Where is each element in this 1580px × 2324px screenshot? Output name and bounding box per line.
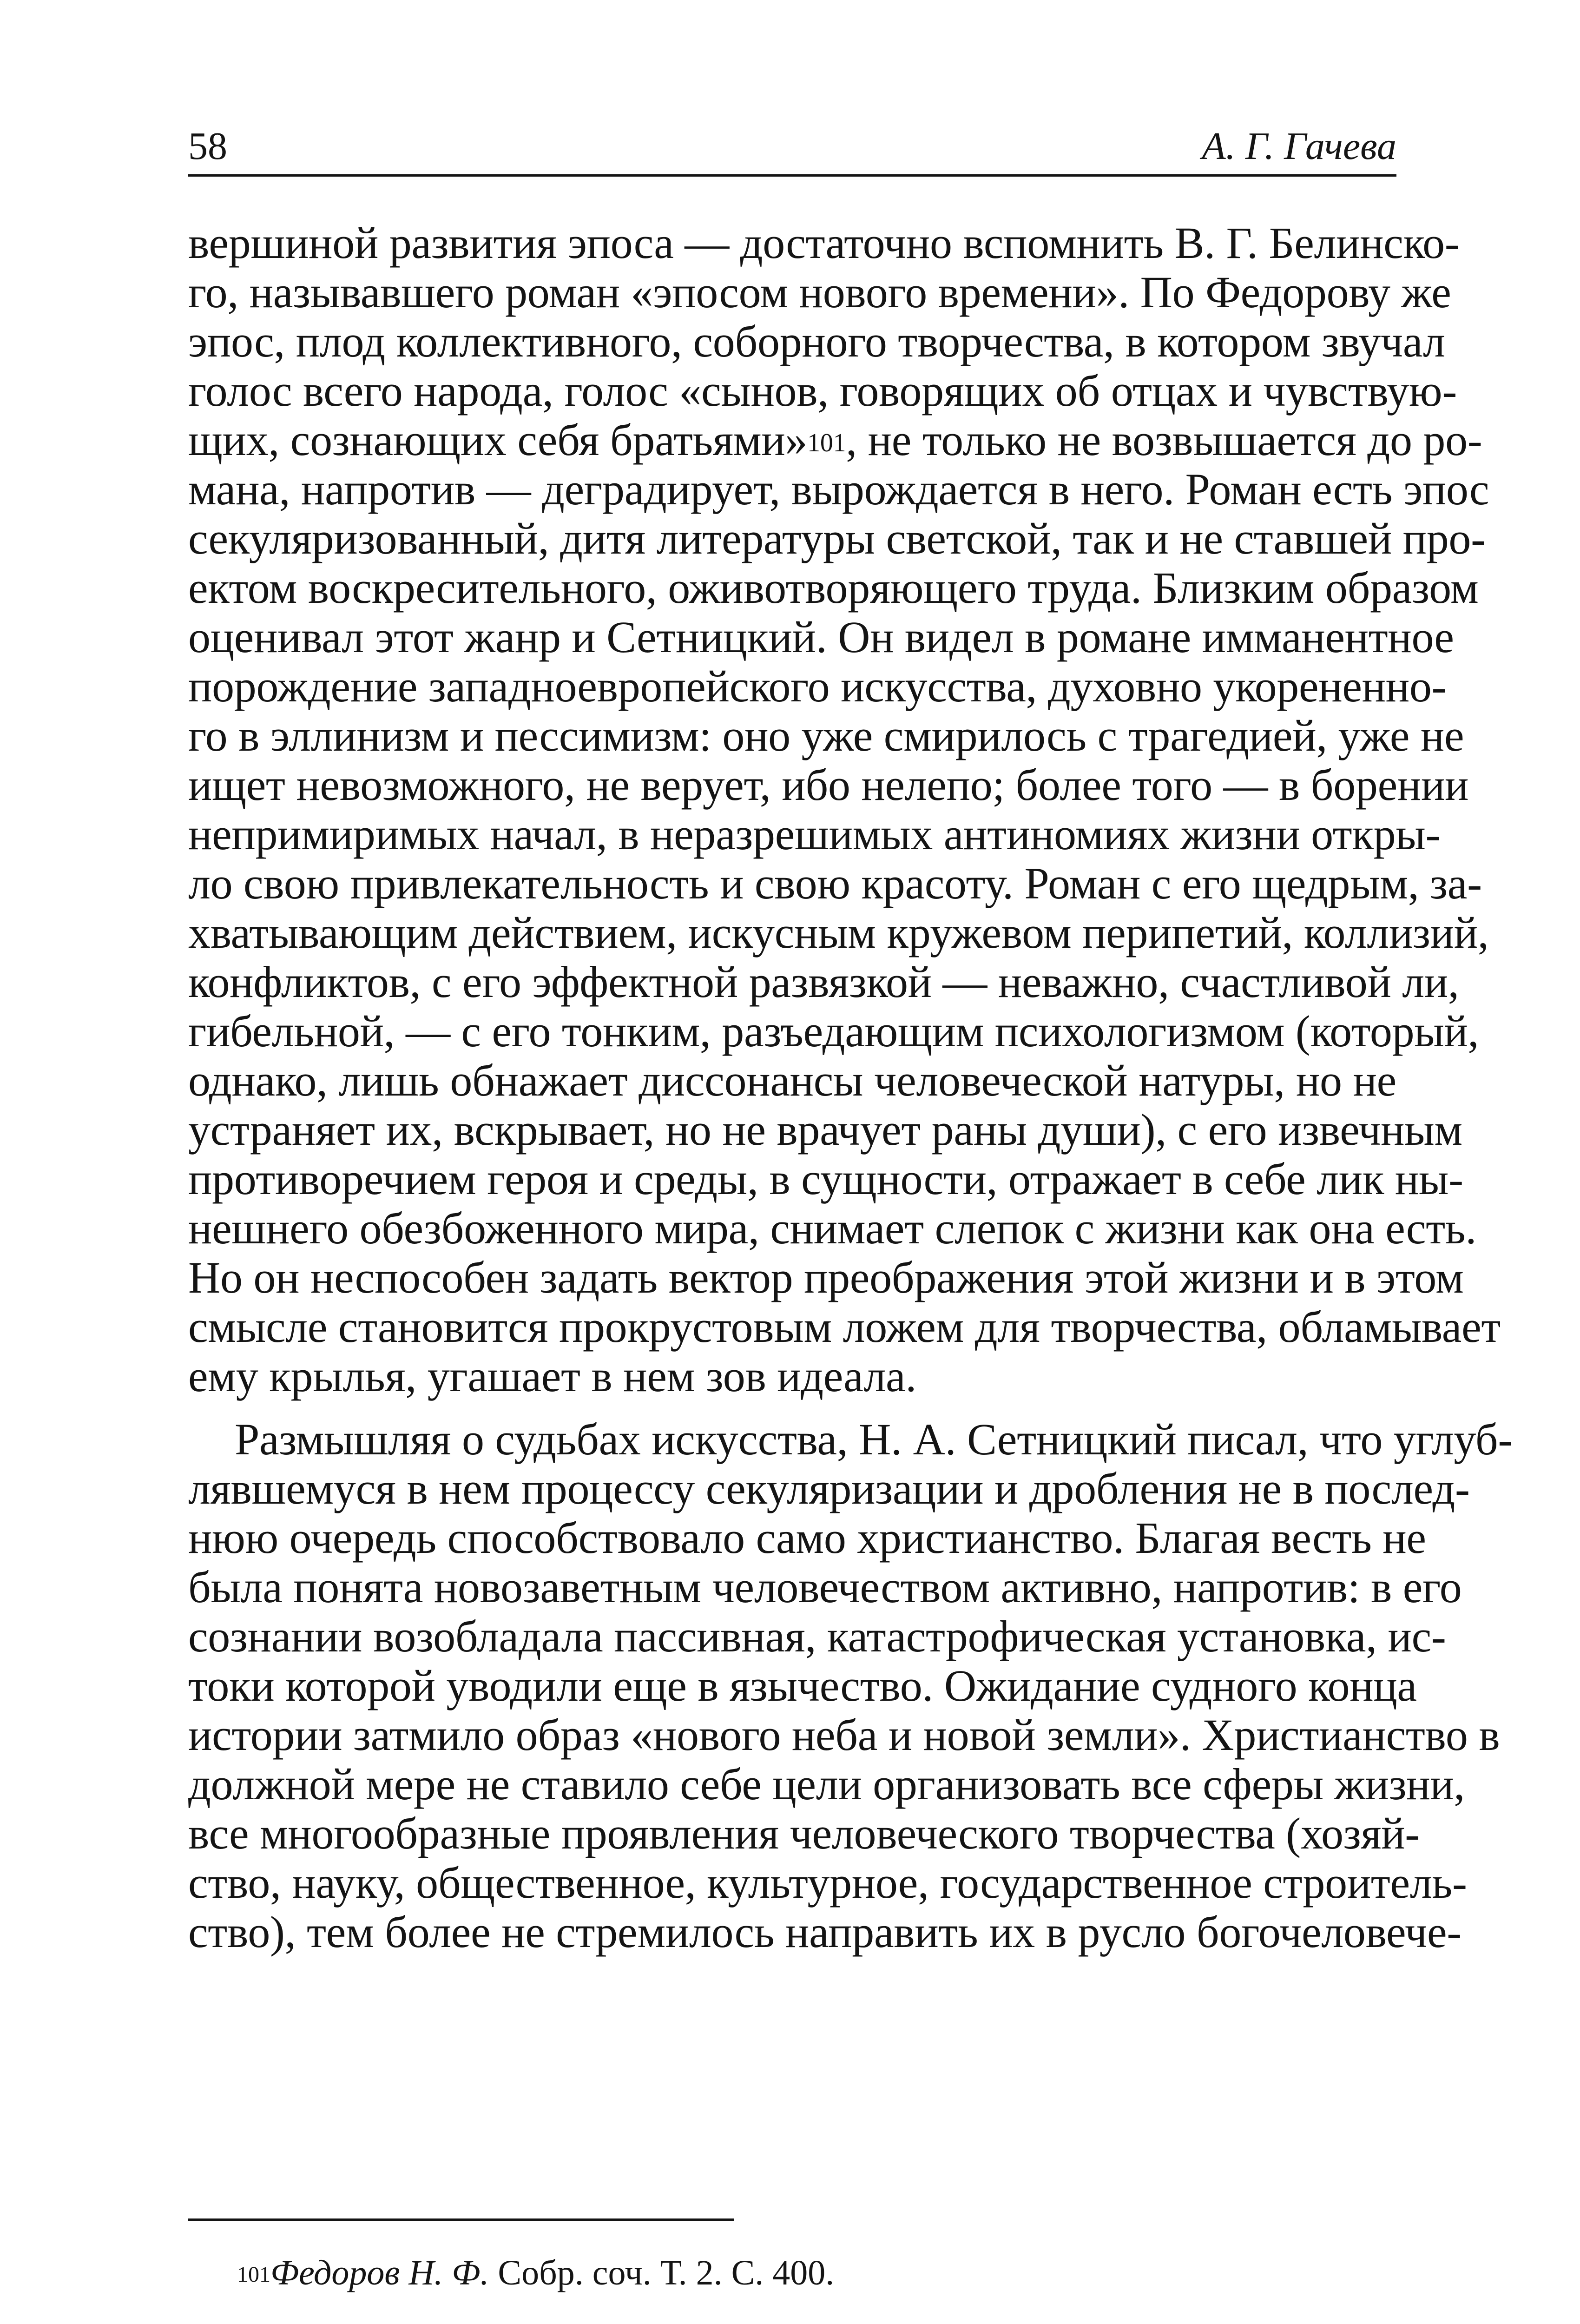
footnote-author: Федоров Н. Ф. <box>270 2253 489 2292</box>
footnote <box>237 2252 834 2294</box>
text-line: хватывающим действием, искусным кружевом перипетий, коллизий, <box>188 908 1489 957</box>
text-segment: щих, сознающих себя братьями» <box>188 415 808 465</box>
text-line: противоречием героя и среды, в сущности, отражает в себе лик ны- <box>188 1154 1463 1204</box>
text-line: конфликтов, с его эффектной развязкой — неважно, счастливой ли, <box>188 957 1459 1007</box>
running-head: А. Г. Гачева <box>1202 125 1396 168</box>
text-line: ство), тем более не стремилось направить их в русло богочеловече- <box>188 1907 1462 1957</box>
text-line: нюю очередь способствовало само христианство. Благая весть не <box>188 1513 1426 1563</box>
text-line: ему крылья, угашает в нем зов идеала. <box>188 1351 917 1401</box>
text-line: непримиримых начал, в неразрешимых антиномиях жизни откры- <box>188 809 1441 859</box>
text-line: ло свою привлекательность и свою красоту. Роман с его щедрым, за- <box>188 858 1482 908</box>
body-text <box>188 218 1513 1957</box>
text-line: Но он неспособен задать вектор преображения этой жизни и в этом <box>188 1253 1464 1302</box>
footnote-citation: Собр. соч. Т. 2. С. 400. <box>489 2253 835 2292</box>
text-line: мана, напротив — деградирует, вырождается в него. Роман есть эпос <box>188 464 1489 514</box>
text-line: голос всего народа, голос «сынов, говорящих об отцах и чувствую- <box>188 366 1457 416</box>
footnote-reference[interactable]: 101 <box>807 429 846 457</box>
text-line: ищет невозможного, не верует, ибо нелепо; более того — в борении <box>188 760 1469 810</box>
page-number: 58 <box>188 125 227 168</box>
footnote-divider <box>188 2218 734 2221</box>
text-line: однако, лишь обнажает диссонансы человеческой натуры, но не <box>188 1056 1396 1105</box>
text-line: лявшемуся в нем процессу секуляризации и дробления не в послед- <box>188 1464 1470 1513</box>
text-line: смысле становится прокрустовым ложем для творчества, обламывает <box>188 1302 1501 1352</box>
text-line: гибельной, — с его тонким, разъедающим психологизмом (который, <box>188 1006 1479 1056</box>
text-line <box>188 415 1482 465</box>
footnote-number: 101 <box>237 2262 270 2287</box>
paragraph-2 <box>188 1414 1513 1957</box>
text-line: ектом воскресительного, оживотворяющего труда. Близким образом <box>188 563 1479 613</box>
text-line: го, называвшего роман «эпосом нового времени». По Федорову же <box>188 267 1451 317</box>
text-line: го в эллинизм и пессимизм: оно уже смирилось с трагедией, уже не <box>188 711 1464 760</box>
page-header <box>188 114 1396 177</box>
text-line: оценивал этот жанр и Сетницкий. Он видел в романе имманентное <box>188 612 1454 662</box>
text-line: порождение западноевропейского искусства, духовно укорененно- <box>188 661 1447 711</box>
paragraph-1 <box>188 218 1501 1401</box>
text-segment: , не только не возвышается до ро- <box>846 415 1482 465</box>
text-line: истории затмило образ «нового неба и новой земли». Христианство в <box>188 1710 1500 1760</box>
text-line: все многообразные проявления человеческого творчества (хозяй- <box>188 1809 1420 1858</box>
text-line: была понята новозаветным человечеством активно, напротив: в его <box>188 1562 1462 1612</box>
text-line: Размышляя о судьбах искусства, Н. А. Сетницкий писал, что углуб- <box>235 1414 1513 1464</box>
text-line: сознании возобладала пассивная, катастрофическая установка, ис- <box>188 1611 1446 1661</box>
text-line: токи которой уводили еще в язычество. Ожидание судного конца <box>188 1661 1417 1710</box>
text-line: устраняет их, вскрывает, но не врачует раны души), с его извечным <box>188 1105 1462 1155</box>
text-line: нешнего обезбоженного мира, снимает слепок с жизни как она есть. <box>188 1203 1477 1253</box>
text-line: ство, науку, общественное, культурное, государственное строитель- <box>188 1858 1467 1908</box>
text-line: вершиной развития эпоса — достаточно вспомнить В. Г. Белинско- <box>188 218 1460 268</box>
text-line: эпос, плод коллективного, соборного творчества, в котором звучал <box>188 317 1445 366</box>
text-line: должной мере не ставило себе цели организовать все сферы жизни, <box>188 1759 1465 1809</box>
text-line: секуляризованный, дитя литературы светской, так и не ставшей про- <box>188 514 1486 563</box>
